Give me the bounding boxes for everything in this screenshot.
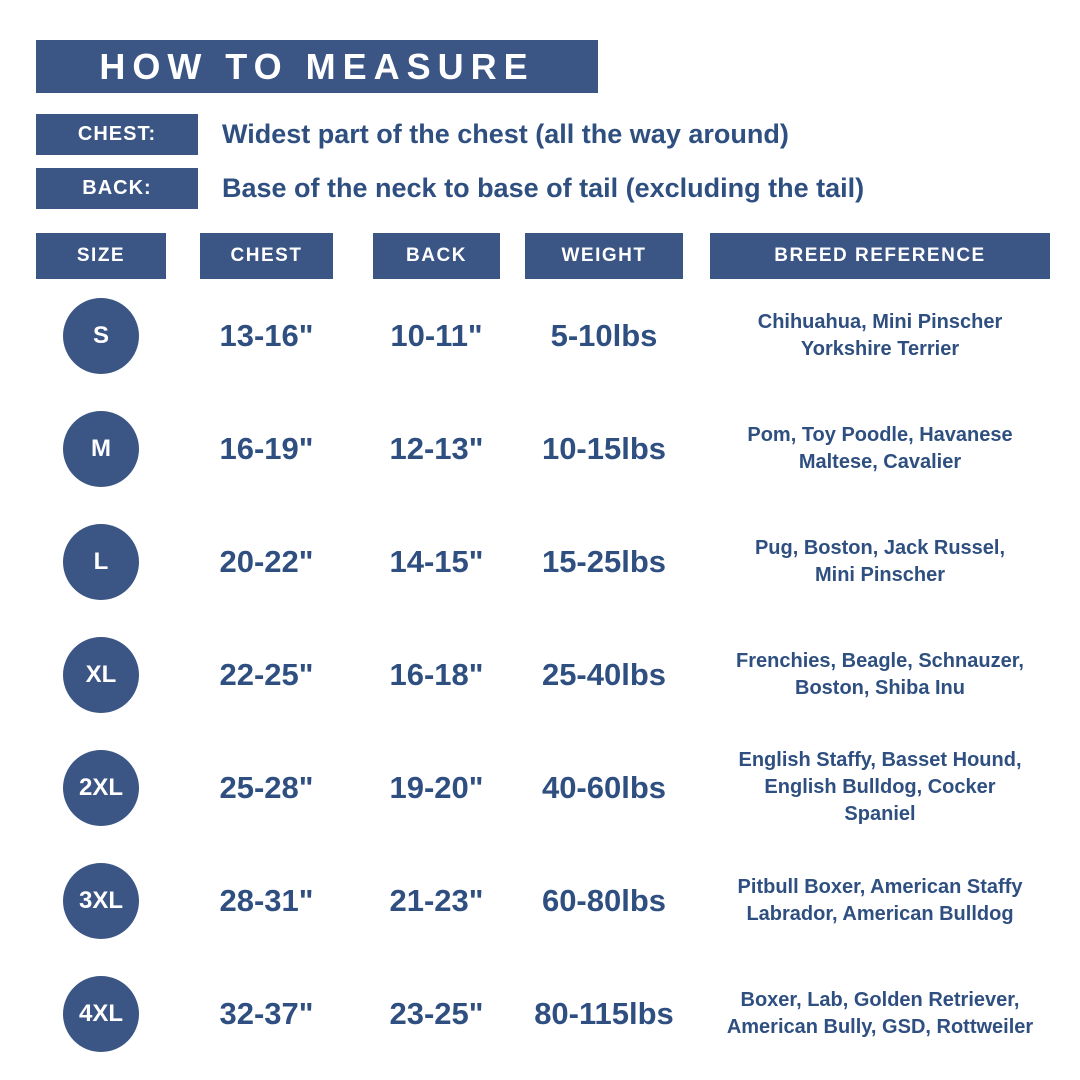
back-value: 10-11" [390, 317, 483, 353]
table-row-back-cell [373, 392, 500, 505]
back-value: 23-25" [389, 995, 484, 1031]
page-title: HOW TO MEASURE [36, 40, 598, 93]
breed-reference-line: Spaniel [844, 803, 916, 825]
table-row-size-cell [36, 279, 166, 392]
breed-reference-line: American Bully, GSD, Rottweiler [726, 1015, 1034, 1038]
size-badge: 3XL [63, 863, 139, 939]
table-row-back-cell [373, 731, 500, 844]
size-badge: L [63, 524, 139, 600]
table-row-chest-cell [200, 844, 333, 957]
measure-description-chest: Widest part of the chest (all the way around) [222, 119, 789, 149]
table-row-chest-cell [200, 731, 333, 844]
table-row-size-cell [36, 505, 166, 618]
breed-reference [710, 279, 1050, 392]
table-row-chest-cell [200, 392, 333, 505]
breed-reference-line: English Staffy, Basset Hound, [738, 749, 1022, 771]
chest-value: 28-31" [219, 882, 314, 918]
size-badge: 2XL [63, 750, 139, 826]
breed-reference [710, 618, 1050, 731]
measure-row-chest [36, 114, 1080, 155]
chest-value: 25-28" [219, 769, 314, 805]
size-badge: XL [63, 637, 139, 713]
breed-reference-line: Pom, Toy Poodle, Havanese [747, 423, 1013, 446]
table-row-weight-cell [525, 957, 683, 1070]
weight-value: 80-115lbs [534, 995, 674, 1031]
weight-value: 60-80lbs [541, 882, 667, 918]
column-header-weight: WEIGHT [525, 233, 683, 279]
back-value: 16-18" [389, 656, 484, 692]
weight-value: 25-40lbs [541, 656, 667, 692]
size-table [36, 233, 1080, 1070]
chest-value: 20-22" [219, 543, 314, 579]
breed-reference-line: Yorkshire Terrier [800, 337, 960, 360]
weight-value: 15-25lbs [541, 543, 667, 579]
table-row-back-cell [373, 957, 500, 1070]
table-row-chest-cell [200, 279, 333, 392]
size-badge: S [63, 298, 139, 374]
breed-reference [710, 731, 1050, 844]
breed-reference-line: Frenchies, Beagle, Schnauzer, [736, 649, 1024, 672]
back-value: 21-23" [389, 882, 484, 918]
weight-value: 40-60lbs [541, 769, 667, 805]
breed-reference [710, 505, 1050, 618]
breed-reference-line: Boxer, Lab, Golden Retriever, [740, 988, 1020, 1011]
table-row-weight-cell [525, 731, 683, 844]
breed-reference [710, 844, 1050, 957]
table-row-size-cell [36, 957, 166, 1070]
back-value: 19-20" [389, 769, 484, 805]
weight-value: 10-15lbs [541, 430, 667, 466]
column-header-chest: CHEST [200, 233, 333, 279]
table-row-weight-cell [525, 505, 683, 618]
breed-reference [710, 392, 1050, 505]
table-row-weight-cell [525, 279, 683, 392]
table-row-size-cell [36, 618, 166, 731]
table-row-chest-cell [200, 505, 333, 618]
breed-reference-line: Pitbull Boxer, American Staffy [737, 875, 1023, 898]
table-row-size-cell [36, 731, 166, 844]
breed-reference-line: Mini Pinscher [814, 563, 946, 586]
table-row-weight-cell [525, 392, 683, 505]
table-row-back-cell [373, 844, 500, 957]
column-header-back: BACK [373, 233, 500, 279]
table-row-weight-cell [525, 618, 683, 731]
measure-row-back [36, 168, 1080, 209]
table-row-back-cell [373, 505, 500, 618]
breed-reference-line: Maltese, Cavalier [798, 450, 962, 473]
chest-value: 16-19" [219, 430, 314, 466]
breed-reference-line: English Bulldog, Cocker [764, 776, 996, 798]
breed-reference-line: Labrador, American Bulldog [746, 902, 1014, 925]
measure-label-back: BACK: [36, 168, 198, 209]
table-row-size-cell [36, 844, 166, 957]
breed-reference [710, 957, 1050, 1070]
breed-reference-line: Chihuahua, Mini Pinscher [757, 310, 1003, 333]
back-value: 14-15" [389, 543, 484, 579]
table-row-chest-cell [200, 618, 333, 731]
measure-label-chest: CHEST: [36, 114, 198, 155]
column-header-size: SIZE [36, 233, 166, 279]
measure-description-back: Base of the neck to base of tail (excluding the tail) [222, 173, 865, 203]
breed-reference-line: Pug, Boston, Jack Russel, [754, 536, 1006, 559]
column-header-breed-reference: BREED REFERENCE [710, 233, 1050, 279]
chest-value: 13-16" [219, 317, 314, 353]
chest-value: 22-25" [219, 656, 314, 692]
size-badge: M [63, 411, 139, 487]
table-row-size-cell [36, 392, 166, 505]
size-badge: 4XL [63, 976, 139, 1052]
back-value: 12-13" [389, 430, 484, 466]
weight-value: 5-10lbs [550, 317, 658, 353]
breed-reference-line: Boston, Shiba Inu [795, 676, 965, 699]
table-row-back-cell [373, 618, 500, 731]
table-row-back-cell [373, 279, 500, 392]
table-row-chest-cell [200, 957, 333, 1070]
chest-value: 32-37" [219, 995, 314, 1031]
table-row-weight-cell [525, 844, 683, 957]
